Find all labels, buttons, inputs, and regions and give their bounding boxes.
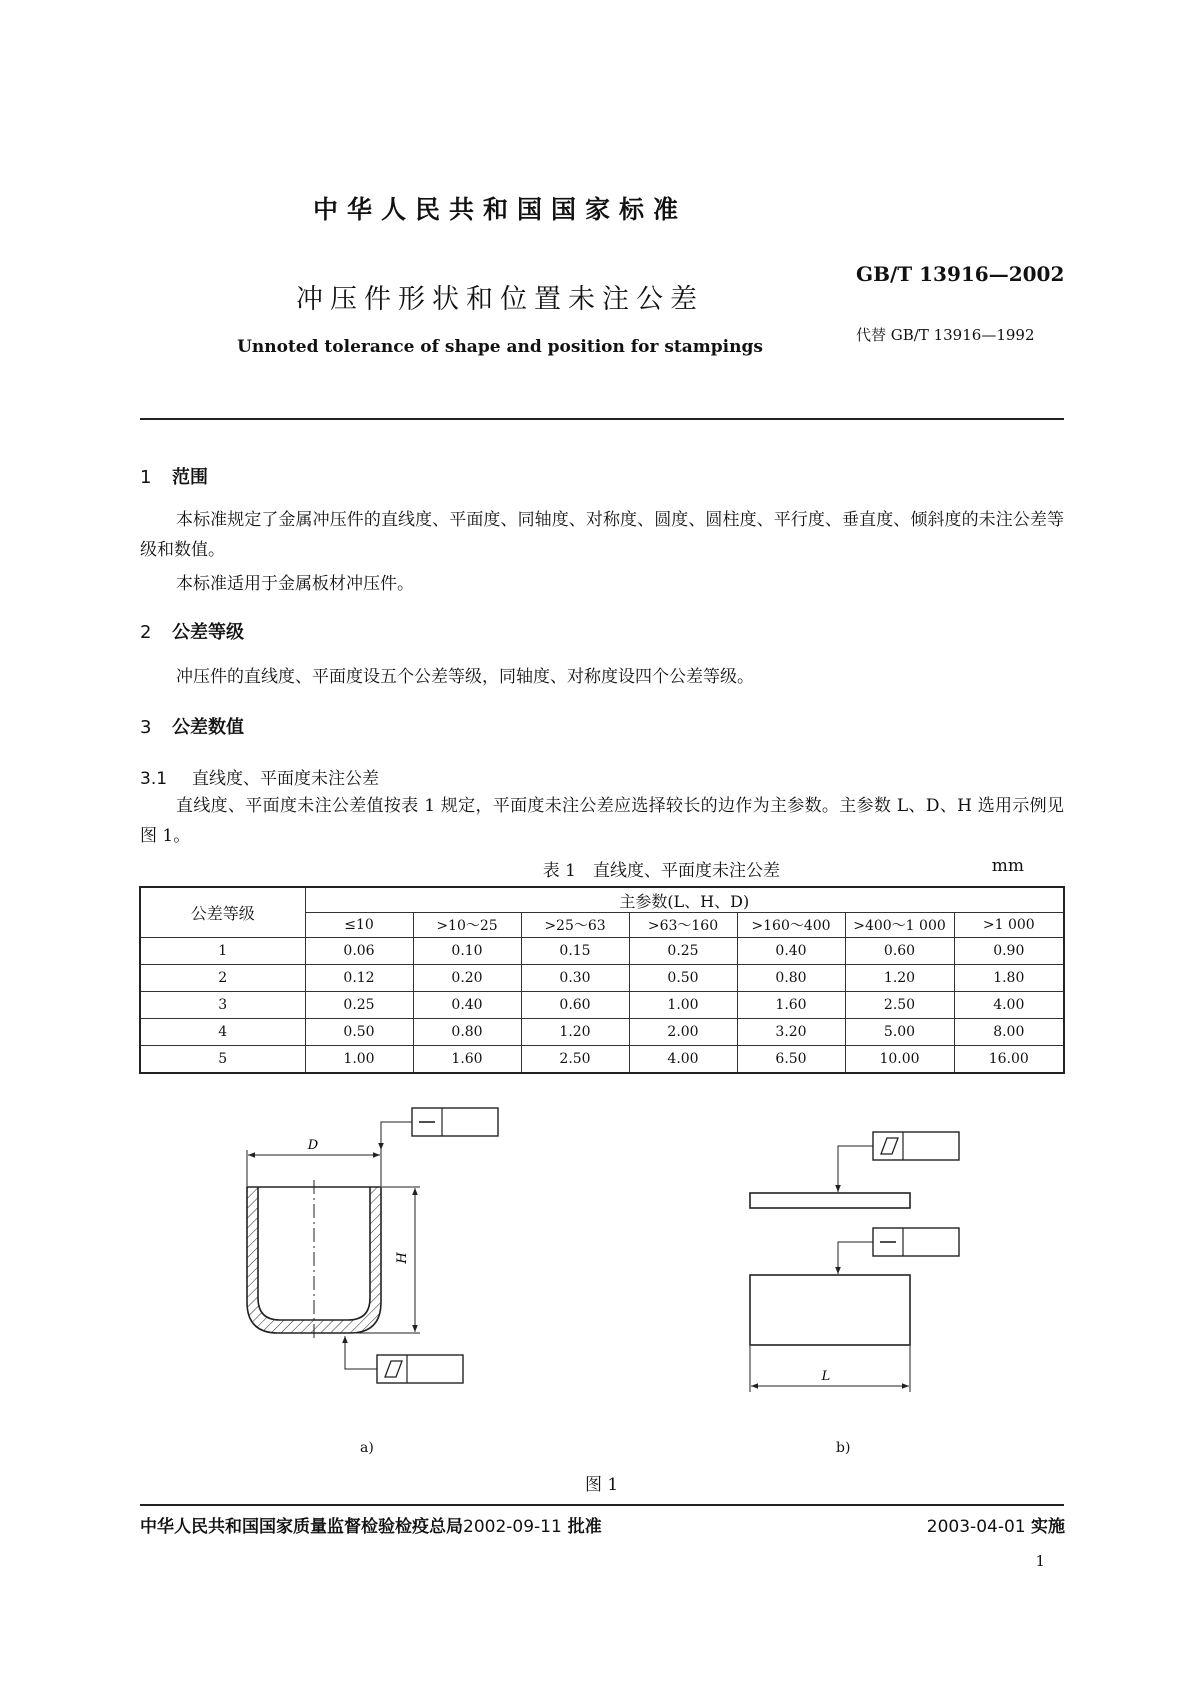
section-title: 公差等级: [172, 622, 244, 643]
leader-arrow: [345, 1336, 377, 1369]
value-cell: 5.00: [845, 1019, 954, 1046]
value-cell: 8.00: [954, 1019, 1064, 1046]
section-number: 1: [140, 467, 152, 488]
value-cell: 6.50: [737, 1046, 845, 1074]
section-2-heading: [140, 618, 244, 644]
national-standard-heading: 中华人民共和国国家标准: [312, 195, 687, 224]
section-title: 范围: [172, 467, 208, 488]
table-row: [140, 992, 1064, 1019]
section-title: 公差数值: [172, 717, 244, 738]
value-cell: 1.00: [629, 992, 737, 1019]
column-header: >1 000: [954, 913, 1064, 938]
section-number: 3.1: [140, 769, 168, 789]
section-2-paragraph-1: 冲压件的直线度、平面度设五个公差等级，同轴度、对称度设四个公差等级。: [176, 667, 754, 687]
value-cell: 0.60: [521, 992, 629, 1019]
thin-plate: [750, 1193, 910, 1208]
effective-label: 实施: [1031, 1517, 1065, 1537]
document-title-cn: 冲压件形状和位置未注公差: [296, 284, 704, 315]
flatness-frame: [377, 1355, 463, 1383]
grade-cell: 1: [140, 938, 305, 965]
dimension-label-h: H: [395, 1252, 410, 1264]
value-cell: 0.40: [737, 938, 845, 965]
figure-a-label: a): [360, 1440, 374, 1456]
value-cell: 0.06: [305, 938, 413, 965]
value-cell: 0.12: [305, 965, 413, 992]
header-rule: [140, 418, 1064, 420]
value-cell: 0.15: [521, 938, 629, 965]
leader-arrow: [838, 1146, 873, 1192]
value-cell: 0.20: [413, 965, 521, 992]
grade-cell: 3: [140, 992, 305, 1019]
figure-b-parts: [750, 1132, 959, 1392]
section-3-1-paragraph-1: 直线度、平面度未注公差值按表 1 规定，平面度未注公差应选择较长的边作为主参数。主参数 L、D、H 选用示例见图 1。: [140, 796, 1064, 846]
rect-block: [750, 1275, 910, 1345]
section-1-heading: [140, 463, 208, 489]
value-cell: 0.30: [521, 965, 629, 992]
value-cell: 1.60: [737, 992, 845, 1019]
approve-date: 2002-09-11: [463, 1517, 562, 1537]
table-row: [140, 965, 1064, 992]
figure-1-caption: 图 1: [585, 1475, 619, 1495]
value-cell: 0.90: [954, 938, 1064, 965]
table-row: [140, 938, 1064, 965]
issuer: 中华人民共和国国家质量监督检验检疫总局: [140, 1517, 463, 1537]
value-cell: 4.00: [954, 992, 1064, 1019]
value-cell: 0.80: [737, 965, 845, 992]
section-3-heading: [140, 713, 244, 739]
tolerance-table: [139, 886, 1065, 1074]
effective-date: 2003-04-01: [926, 1517, 1026, 1537]
value-cell: 1.80: [954, 965, 1064, 992]
footer-effective: [927, 1512, 1065, 1537]
value-cell: 3.20: [737, 1019, 845, 1046]
column-header: >400～1 000: [845, 913, 954, 938]
value-cell: 2.00: [629, 1019, 737, 1046]
value-cell: 0.25: [305, 992, 413, 1019]
leader-arrow: [838, 1242, 873, 1274]
table-1-unit: mm: [991, 856, 1024, 876]
value-cell: 0.60: [845, 938, 954, 965]
value-cell: 2.50: [521, 1046, 629, 1074]
section-number: 2: [140, 622, 152, 643]
section-title: 直线度、平面度未注公差: [192, 769, 379, 789]
value-cell: 1.00: [305, 1046, 413, 1074]
leader-arrow: [381, 1122, 412, 1150]
table-1-caption: 表 1 直线度、平面度未注公差: [542, 861, 780, 881]
value-cell: 16.00: [954, 1046, 1064, 1074]
value-cell: 2.50: [845, 992, 954, 1019]
figure-1-drawing: [0, 1090, 1191, 1430]
value-cell: 0.50: [305, 1019, 413, 1046]
grade-cell: 5: [140, 1046, 305, 1074]
value-cell: 0.80: [413, 1019, 521, 1046]
table-row: [140, 1046, 1064, 1074]
page-number: 1: [1035, 1552, 1045, 1570]
document-title-en: Unnoted tolerance of shape and position for stampings: [237, 337, 763, 357]
value-cell: 0.10: [413, 938, 521, 965]
value-cell: 10.00: [845, 1046, 954, 1074]
section-1-paragraph-2: 本标准适用于金属板材冲压件。: [176, 574, 414, 594]
standard-code: GB/T 13916—2002: [856, 262, 1065, 286]
replaces-standard: 代替 GB/T 13916—1992: [856, 326, 1035, 344]
flatness-frame: [873, 1132, 959, 1160]
value-cell: 0.25: [629, 938, 737, 965]
section-1-paragraph-1: 本标准规定了金属冲压件的直线度、平面度、同轴度、对称度、圆度、圆柱度、平行度、垂直度、倾斜度的未注公差等级和数值。: [140, 510, 1064, 560]
footer-approval: [140, 1512, 602, 1537]
section-3-1-heading: [140, 764, 379, 789]
section-number: 3: [140, 717, 152, 738]
value-cell: 0.50: [629, 965, 737, 992]
table-row: [140, 1019, 1064, 1046]
footer-rule: [140, 1504, 1064, 1506]
value-cell: 1.20: [521, 1019, 629, 1046]
figure-b-label: b): [836, 1440, 851, 1456]
value-cell: 0.40: [413, 992, 521, 1019]
value-cell: 1.20: [845, 965, 954, 992]
dimension-label-d: D: [307, 1138, 319, 1153]
value-cell: 1.60: [413, 1046, 521, 1074]
value-cell: 4.00: [629, 1046, 737, 1074]
grade-cell: 4: [140, 1019, 305, 1046]
approve-label: 批准: [567, 1517, 602, 1537]
figure-a-cup-section: [247, 1108, 498, 1383]
column-header: >25～63: [521, 913, 629, 938]
grade-header: 公差等级: [140, 887, 305, 938]
column-header: ≤10: [305, 913, 413, 938]
column-header: >160～400: [737, 913, 845, 938]
param-header: 主参数(L、H、D): [305, 887, 1064, 913]
column-header: >10～25: [413, 913, 521, 938]
table-header-row: [140, 887, 1064, 913]
column-header: >63～160: [629, 913, 737, 938]
grade-cell: 2: [140, 965, 305, 992]
dimension-label-l: L: [821, 1369, 831, 1384]
